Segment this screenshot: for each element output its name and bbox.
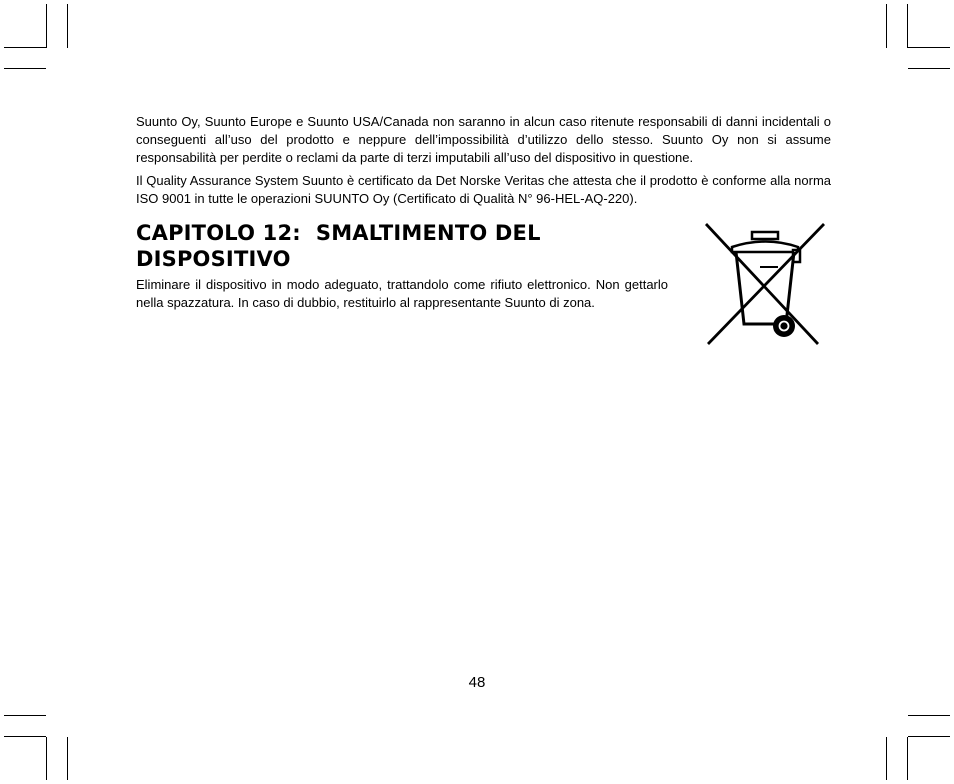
crop-mark	[907, 4, 908, 48]
crop-mark	[46, 737, 47, 780]
crop-mark	[908, 47, 950, 48]
chapter-title	[136, 220, 676, 272]
crossed-out-wheelie-bin-icon	[702, 220, 828, 348]
crop-mark	[46, 4, 47, 48]
disposal-paragraph: Eliminare il dispositivo in modo adeguato, trattandolo come rifiuto elettronico. Non gettarlo nella spazzatura. In caso di dubbio, restituirlo al rappresentante Suunto di zona.	[136, 277, 668, 310]
crop-mark	[4, 715, 46, 716]
crop-mark	[908, 736, 950, 737]
crop-mark	[886, 4, 887, 48]
crop-mark	[4, 736, 46, 737]
chapter-title-line-1: CAPITOLO 12: SMALTIMENTO DEL	[136, 221, 541, 245]
crop-mark	[907, 737, 908, 780]
crop-mark	[4, 68, 46, 69]
page-number: 48	[468, 674, 486, 691]
crop-mark	[67, 737, 68, 780]
crop-mark	[67, 4, 68, 48]
chapter-title-line-2: DISPOSITIVO	[136, 247, 291, 271]
crop-mark	[908, 68, 950, 69]
crop-mark	[4, 47, 46, 48]
quality-assurance-paragraph: Il Quality Assurance System Suunto è certificato da Det Norske Veritas che attesta che il prodotto è conforme alla norma ISO 9001 in tutte le operazioni SUUNTO Oy (Certificato di Qualità N° 96-HEL-AQ-220).	[136, 173, 831, 206]
crop-mark	[886, 737, 887, 780]
crop-mark	[908, 715, 950, 716]
liability-paragraph: Suunto Oy, Suunto Europe e Suunto USA/Canada non saranno in alcun caso ritenute responsabili di danni incidentali o conseguenti all’uso del prodotto e neppure dell’impossibilità d’utilizzo dello stesso. Suunto Oy non si assume responsabilità per perdite o reclami da parte di terzi imputabili all’uso del dispositivo in questione.	[136, 114, 831, 165]
